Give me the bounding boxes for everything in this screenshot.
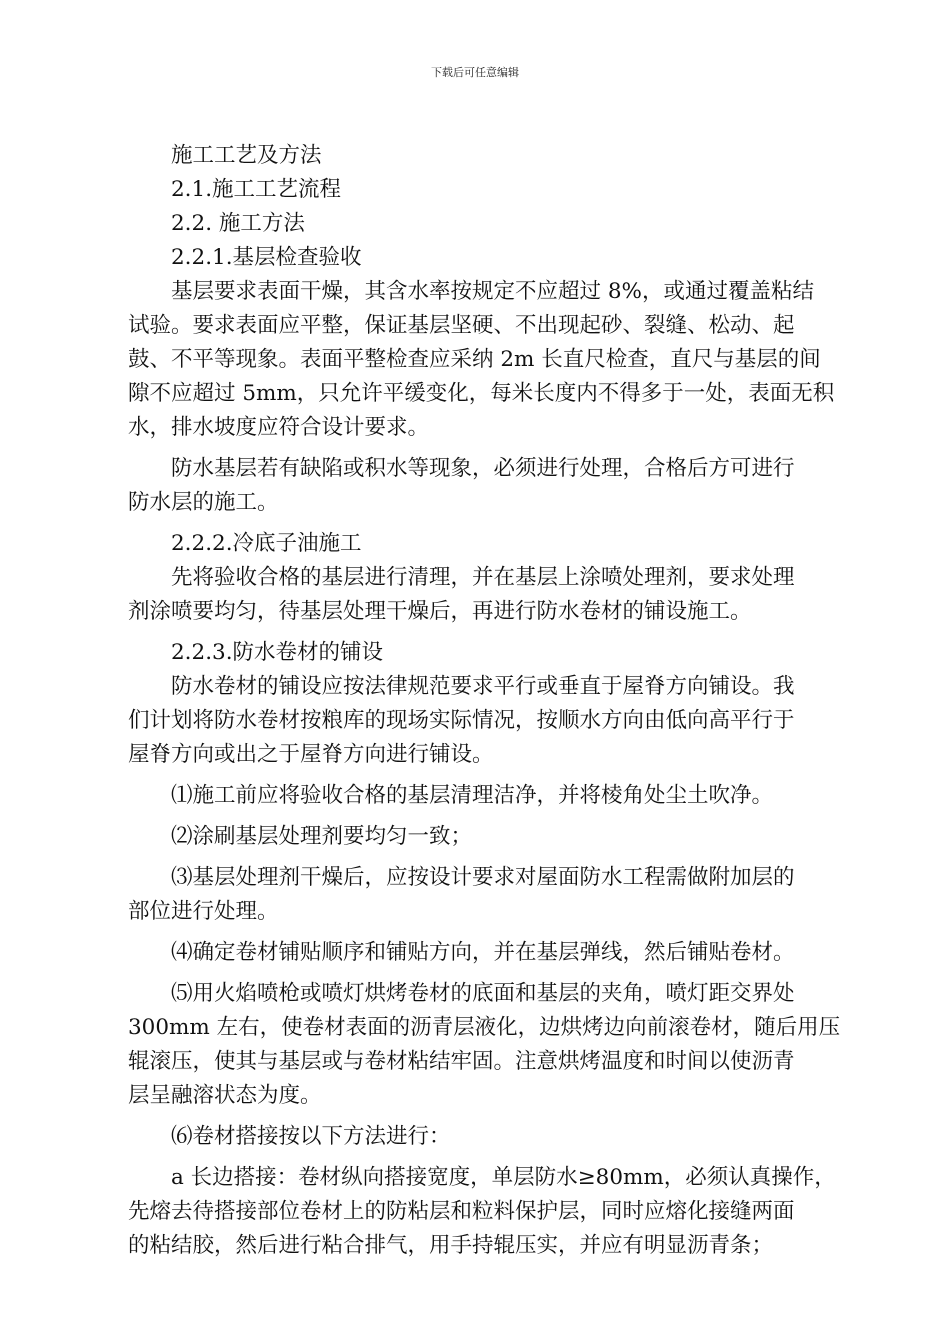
paragraph-laying: [128, 670, 828, 772]
paragraph-line: 防水基层若有缺陷或积水等现象，必须进行处理，合格后方可进行: [171, 456, 795, 481]
heading-2-2-1: 2.2.1.基层检查验收: [171, 245, 362, 270]
paragraph-line: 先熔去待搭接部位卷材上的防粘层和粒料保护层，同时应熔化接缝两面: [128, 1199, 795, 1224]
paragraph-line: 辊滚压，使其与基层或与卷材粘结牢固。注意烘烤温度和时间以使沥青: [128, 1049, 795, 1074]
paragraph-line: 部位进行处理。: [128, 899, 279, 924]
document-title: 施工工艺及方法: [171, 143, 322, 168]
heading-2-1: 2.1.施工工艺流程: [171, 177, 342, 202]
paragraph-line: 防水卷材的铺设应按法律规范要求平行或垂直于屋脊方向铺设。我: [171, 674, 795, 699]
paragraph-line: 屋脊方向或出之于屋脊方向进行铺设。: [128, 742, 494, 767]
document-body: [128, 139, 841, 1263]
paragraph-line: 水，排水坡度应符合设计要求。: [128, 415, 430, 440]
paragraph-line: 鼓、不平等现象。表面平整检查应采纳 2m 长直尺检查，直尺与基层的间: [128, 347, 821, 372]
paragraph-defects: [128, 452, 828, 520]
paragraph-line: 们计划将防水卷材按粮库的现场实际情况，按顺水方向由低向高平行于: [128, 708, 795, 733]
heading-2-2-3: 2.2.3.防水卷材的铺设: [171, 640, 384, 665]
step-2: ⑵涂刷基层处理剂要均匀一致；: [171, 824, 473, 849]
step-1: ⑴施工前应将验收合格的基层清理洁净，并将棱角处尘土吹净。: [171, 783, 774, 808]
step-5: [128, 977, 841, 1113]
paragraph-base-check: [128, 275, 835, 445]
paragraph-line: 隙不应超过 5mm，只允许平缓变化，每米长度内不得多于一处，表面无积: [128, 381, 835, 406]
paragraph-line: a 长边搭接：卷材纵向搭接宽度，单层防水≥80mm，必须认真操作，: [171, 1165, 836, 1190]
step-6: ⑹卷材搭接按以下方法进行：: [171, 1124, 451, 1149]
paragraph-line: 先将验收合格的基层进行清理，并在基层上涂喷处理剂，要求处理: [171, 565, 795, 590]
paragraph-line: 剂涂喷要均匀，待基层处理干燥后，再进行防水卷材的铺设施工。: [128, 599, 752, 624]
heading-2-2: 2.2. 施工方法: [171, 211, 305, 236]
step-3: [128, 861, 828, 929]
paragraph-primer: [128, 561, 828, 629]
step-6a: [128, 1161, 836, 1263]
page-header-note: 下载后可任意编辑: [431, 66, 519, 79]
paragraph-line: 的粘结胶，然后进行粘合排气，用手持辊压实，并应有明显沥青条；: [128, 1233, 774, 1258]
paragraph-line: 试验。要求表面应平整，保证基层坚硬、不出现起砂、裂缝、松动、起: [128, 313, 795, 338]
paragraph-line: 防水层的施工。: [128, 490, 279, 515]
paragraph-line: 层呈融溶状态为度。: [128, 1083, 322, 1108]
paragraph-line: ⑸用火焰喷枪或喷灯烘烤卷材的底面和基层的夹角，喷灯距交界处: [171, 981, 795, 1006]
heading-2-2-2: 2.2.2.冷底子油施工: [171, 531, 362, 556]
paragraph-line: 300mm 左右，使卷材表面的沥青层液化，边烘烤边向前滚卷材，随后用压: [128, 1015, 841, 1040]
step-4: ⑷确定卷材铺贴顺序和铺贴方向，并在基层弹线，然后铺贴卷材。: [171, 940, 795, 965]
paragraph-line: ⑶基层处理剂干燥后，应按设计要求对屋面防水工程需做附加层的: [171, 865, 795, 890]
paragraph-line: 基层要求表面干燥，其含水率按规定不应超过 8%，或通过覆盖粘结: [171, 279, 814, 304]
